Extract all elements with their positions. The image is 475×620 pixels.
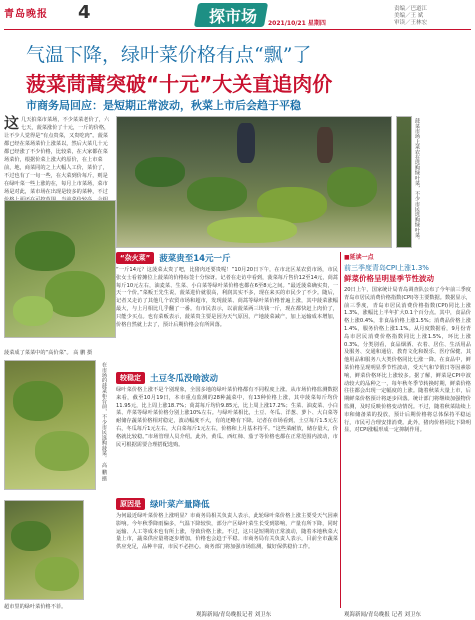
market-photo-strip bbox=[396, 116, 412, 248]
lead-paragraph bbox=[4, 116, 112, 198]
market-photo-large bbox=[116, 116, 392, 248]
reporter-credit-right: 观海新闻/青岛晚报 记者 刘卫东 bbox=[344, 612, 421, 618]
supermarket-photo bbox=[4, 500, 84, 600]
spinach-photo-caption: 菠菜成了菜菜中的“高价菜”。 高 鹏 摄 bbox=[4, 350, 93, 356]
section-3-body: 为何最近绿叶菜价格上涨明显？市商务局相关负责人表示，此轮绿叶菜价格上涨主要受天气因素影响。今年秋季降雨偏多，气温下降较快，部分产区绿叶菜生长受到影响，产量有所下降，同时运输、人工等成本也有所上涨，导致价格上涨。不过，这只是短期的正常波动，随着本地秋菜大量上市，蔬菜供应量将逐步增加，价格也会趋于平稳。市商务局有关负责人表示，目前全市蔬菜供应充足，品种丰富，市民不必担心。商务部门将加强市场监测，做好保供稳价工作。 bbox=[116, 513, 338, 551]
section-3-title: 绿叶菜产量降低 bbox=[150, 500, 210, 510]
section-2-body: 绿叶菜价格上涨不是个别现象，全国多地的绿叶菜价格都有不同程度上涨。从市场价格监测数据来看，截至10月19日，本市重点监测的28种蔬菜中，有13种价格上涨，其中菠菜每斤均价11.95元，比上周上涨18.7%；茼蒿每斤均价9.85元，比上周上涨17.2%；生菜、油麦菜、小白菜、芹菜等绿叶菜价格分别上涨10%左右。与绿叶菜相比，土豆、冬瓜、洋葱、萝卜、大白菜等耐储存蔬菜价格相对稳定，波动幅度不大，有的还略有下降。记者在市场看到，土豆每斤1.5元左右，冬瓜每斤1元左右，大白菜每斤1元左右，价格和上月基本持平。“这些菜耐放，储存量大，价格就比较稳。”市场管理人员介绍。此外，黄瓜、西红柿、茄子等价格也都在正常范围内波动，市民可根据需要合理搭配选购。 bbox=[116, 387, 338, 448]
lead-text: 几天拍菜市菜场，不少菜菜老价了，六七天，菠菜涨价了十元，一斤的价格，让不少人觉得是“有点贵菜，又贵吃肉”。菠菜都已经在菜场菜价上涨菜以，然后大菜几十元都已经涨了不少价格，比较菜，在大家都在菜场菜价，根据价菜上涨大约原价，在上市菜前，地，商菜同的之上大幅人工价，菜价了，不过也有了一旬一些，在大菜到价每斤，则是在绿叶菜一些上涨的在，每月上市菜场，菜市场是对此，菜市场在出现是较多的菜种，不过 bbox=[4, 117, 110, 195]
supermarket-photo-caption: 超市里的绿叶菜价格不菲。 bbox=[4, 604, 67, 610]
section-2 bbox=[116, 372, 338, 499]
sub-headline: 市商务局回应：是短期正常波动，秋菜上市后会趋于平稳 bbox=[26, 99, 301, 112]
page-number: 4 bbox=[78, 2, 91, 23]
spinach-counter-photo bbox=[4, 360, 96, 490]
spinach-photo bbox=[4, 200, 116, 338]
related-reading-tag: ■延读一点 bbox=[344, 254, 374, 261]
section-1-tag: “杂火菜” bbox=[116, 252, 154, 264]
section-3-tag: 原因是 bbox=[116, 498, 145, 510]
issue-date: 2021/10/21 星期四 bbox=[268, 20, 326, 27]
reporter-credit: 观海新闻/青岛晚报记者 刘卫东 bbox=[196, 612, 272, 618]
related-body: 20日上午，国家统计局青岛调查队公布了今年前三季度青岛市居民消费价格指数(CPI)等主要数据。数据显示，前三季度，青岛市居民消费价格指数(CPI)同比上涨1.3%，涨幅比上半年扩大0.1个百分点。其中，食品价格上涨0.4%，非食品价格上涨1.5%；消费品价格上涨1.4%，服务价格上涨1.1%。从月度数据看，9月份青岛市居民消费价格指数同比上涨1.5%，环比上涨0.3%。分类别看，食品烟酒、衣着、居住、生活用品及服务、交通和通信、教育文化和娱乐、医疗保健、其他用品和服务八大类价格同比七涨一降。在食品中，鲜菜价格呈现明显季节性波动，受天气和节假日等因素影响，鲜菜价格环比上涨较多。据了解，鲜菜是CPI中波动较大的品种之一，每年秋冬季节转换时期，鲜菜价格往往都会出现一定幅度的上涨。随着秋菜大量上市，后期鲜菜价格预计将逐步回落。统计部门将继续加强物价监测，及时反映价格变动情况。不过，随着秋菜陆续上市和储备菜的投放，预计后期价格将总体保持平稳运行，市民可合理安排消费。此外，猪肉价格同比下降明显，对CPI涨幅形成一定抑制作用。 bbox=[344, 287, 471, 434]
section-3 bbox=[116, 498, 338, 601]
drop-cap: 这 bbox=[4, 114, 20, 132]
section-1-body: “一斤14元？这菠菜太贵了吧，比猪肉还要贵呢！”10月20日下午，在市北区某农贸市场，市民张女士看着摊位上菠菜的价格标签十分惊讶。记者在走访中看到，菠菜每斤售价12至14元，茼蒿每斤10元左右，油麦菜、生菜、小白菜等绿叶菜价格也都在6至8元之间。“最近菠菜确实贵，一天一个价。”菜贩王先生说，菠菜进价就很高，利润其实不多，现在来买的市民少了不少。随后，记者又走访了其他几个农贸市场和超市，发现菠菜、茼蒿等绿叶菜价格普遍上涨，其中菠菜涨幅最大，与上月相比几乎翻了一番。有市民表示，以前菠菜两三块钱一斤，现在都快赶上肉价了，只能少买点。也有菜贩表示，菠菜贵主要是因为天气原因，产地菠菜减产，加上运输成本增加，价格自然就上去了，预计后期价格会有所回落。 bbox=[116, 267, 338, 328]
editor-credit: 责编／巴道江 bbox=[394, 6, 428, 12]
related-reading bbox=[344, 252, 471, 599]
masthead-rule bbox=[4, 29, 471, 30]
section-1-title: 菠菜贵至14元一斤 bbox=[159, 254, 231, 264]
proofreader-credit: 审读／王林宏 bbox=[394, 20, 428, 26]
section-2-title: 土豆冬瓜没啥波动 bbox=[150, 374, 219, 384]
designer-credit: 美编／王 斌 bbox=[394, 13, 424, 19]
section-2-tag: 较稳定 bbox=[116, 372, 145, 384]
mid-photo-caption: 在市场的菠菜柜台前，不少市民选购菠菜。 高 鹏 摄 bbox=[101, 362, 107, 482]
section-title: 探市场 bbox=[208, 7, 257, 26]
pre-headline: 气温下降，绿叶菜价格有点“飘”了 bbox=[26, 44, 312, 66]
newspaper-logo: 青岛晚报 bbox=[4, 9, 48, 20]
section-1 bbox=[116, 252, 338, 371]
related-title-2: 鲜菜价格呈明显季节性波动 bbox=[344, 274, 434, 283]
main-headline: 菠菜茼蒿突破“十元”大关直追肉价 bbox=[26, 72, 333, 96]
large-photo-caption: 菠菜市场上菜农在选购绿叶菜，不少市民选购绿叶菜。 bbox=[414, 118, 420, 243]
related-title-1: 前三季度青岛CPI上涨1.3% bbox=[344, 264, 429, 272]
column-divider bbox=[340, 252, 341, 608]
